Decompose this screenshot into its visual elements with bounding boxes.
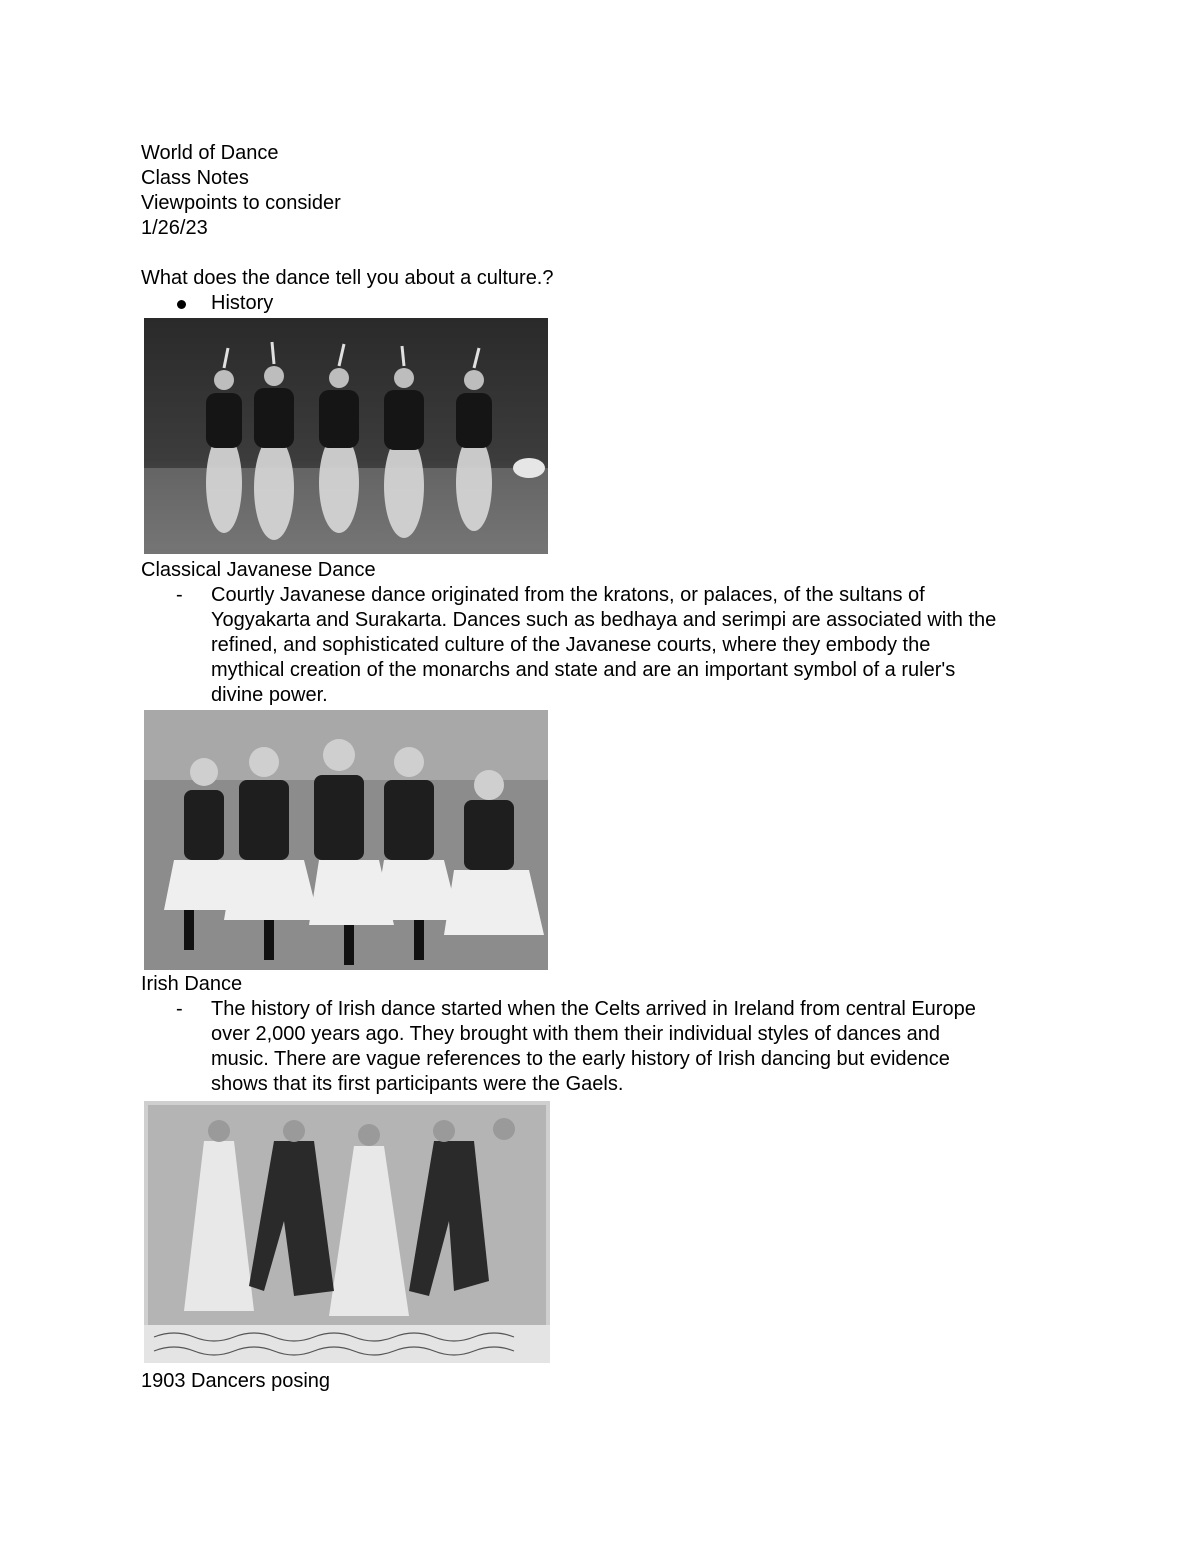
irish-dancers-photo [144, 710, 548, 970]
blank-line [141, 241, 1071, 266]
javanese-line: divine power. [211, 684, 328, 706]
dash-marker: - [176, 584, 183, 606]
javanese-line: Yogyakarta and Surakarta. Dances such as bedhaya and serimpi are associated with the [211, 609, 997, 631]
caption-1903: 1903 Dancers posing [141, 1370, 331, 1392]
javanese-description [141, 583, 1071, 708]
bullet-icon [177, 300, 186, 309]
document-topic: Viewpoints to consider [141, 192, 341, 214]
caption-javanese: Classical Javanese Dance [141, 559, 376, 581]
1903-dancers-photo [144, 1101, 550, 1363]
irish-line: over 2,000 years ago. They brought with them their individual styles of dances and [211, 1023, 940, 1045]
question-text: What does the dance tell you about a culture.? [141, 267, 554, 289]
document-page [141, 141, 1071, 1394]
irish-description [141, 997, 1071, 1097]
dash-marker: - [176, 998, 183, 1020]
irish-line: music. There are vague references to the early history of Irish dancing but evidence [211, 1048, 950, 1070]
javanese-line: Courtly Javanese dance originated from the kratons, or palaces, of the sultans of [211, 584, 925, 606]
javanese-line: refined, and sophisticated culture of the Javanese courts, where they embody the [211, 634, 931, 656]
document-title: World of Dance [141, 142, 279, 164]
document-subtitle: Class Notes [141, 167, 249, 189]
document-date: 1/26/23 [141, 217, 208, 239]
caption-irish: Irish Dance [141, 973, 243, 995]
irish-line: The history of Irish dance started when the Celts arrived in Ireland from central Europe [211, 998, 976, 1020]
javanese-dancers-photo [144, 318, 548, 554]
javanese-line: mythical creation of the monarchs and state and are an important symbol of a ruler's [211, 659, 956, 681]
bullet-label: History [211, 292, 274, 314]
bullet-item-history [141, 291, 1071, 316]
irish-line: shows that its first participants were the Gaels. [211, 1073, 624, 1095]
